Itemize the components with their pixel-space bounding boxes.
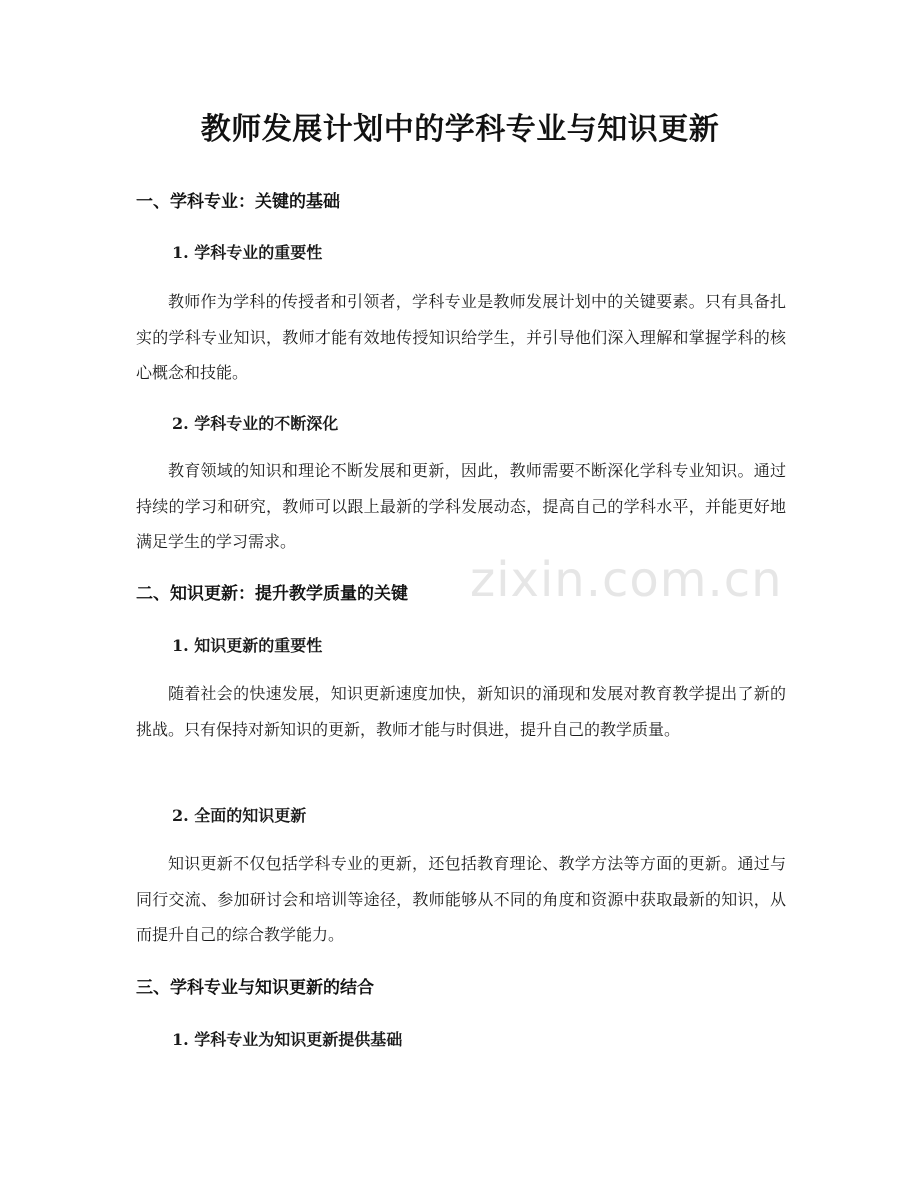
- document-title: 教师发展计划中的学科专业与知识更新: [200, 112, 720, 147]
- section-heading-1: 一、学科专业：关键的基础: [136, 192, 340, 212]
- section-heading-3: 三、学科专业与知识更新的结合: [136, 978, 374, 998]
- watermark: zixin.com.cn: [470, 552, 783, 608]
- subsection-heading-2-2: 2. 全面的知识更新: [172, 806, 307, 825]
- subsection-heading-1-1: 1. 学科专业的重要性: [172, 243, 323, 262]
- subsection-heading-2-1: 1. 知识更新的重要性: [172, 636, 323, 655]
- paragraph-2-2: 知识更新不仅包括学科专业的更新，还包括教育理论、教学方法等方面的更新。通过与同行交流、参加研讨会和培训等途径，教师能够从不同的角度和资源中获取最新的知识，从而提升自己的综合教学能力。: [136, 854, 786, 944]
- paragraph-2-1: 随着社会的快速发展，知识更新速度加快，新知识的涌现和发展对教育教学提出了新的挑战。只有保持对新知识的更新，教师才能与时俱进，提升自己的教学质量。: [136, 684, 786, 739]
- subsection-heading-1-2: 2. 学科专业的不断深化: [172, 414, 339, 433]
- subsection-heading-3-1: 1. 学科专业为知识更新提供基础: [172, 1030, 403, 1049]
- paragraph-1-2: 教育领域的知识和理论不断发展和更新，因此，教师需要不断深化学科专业知识。通过持续的学习和研究，教师可以跟上最新的学科发展动态，提高自己的学科水平，并能更好地满足学生的学习需求。: [136, 461, 786, 551]
- section-heading-2: 二、知识更新：提升教学质量的关键: [136, 584, 408, 604]
- paragraph-1-1: 教师作为学科的传授者和引领者，学科专业是教师发展计划中的关键要素。只有具备扎实的学科专业知识，教师才能有效地传授知识给学生，并引导他们深入理解和掌握学科的核心概念和技能。: [136, 292, 786, 382]
